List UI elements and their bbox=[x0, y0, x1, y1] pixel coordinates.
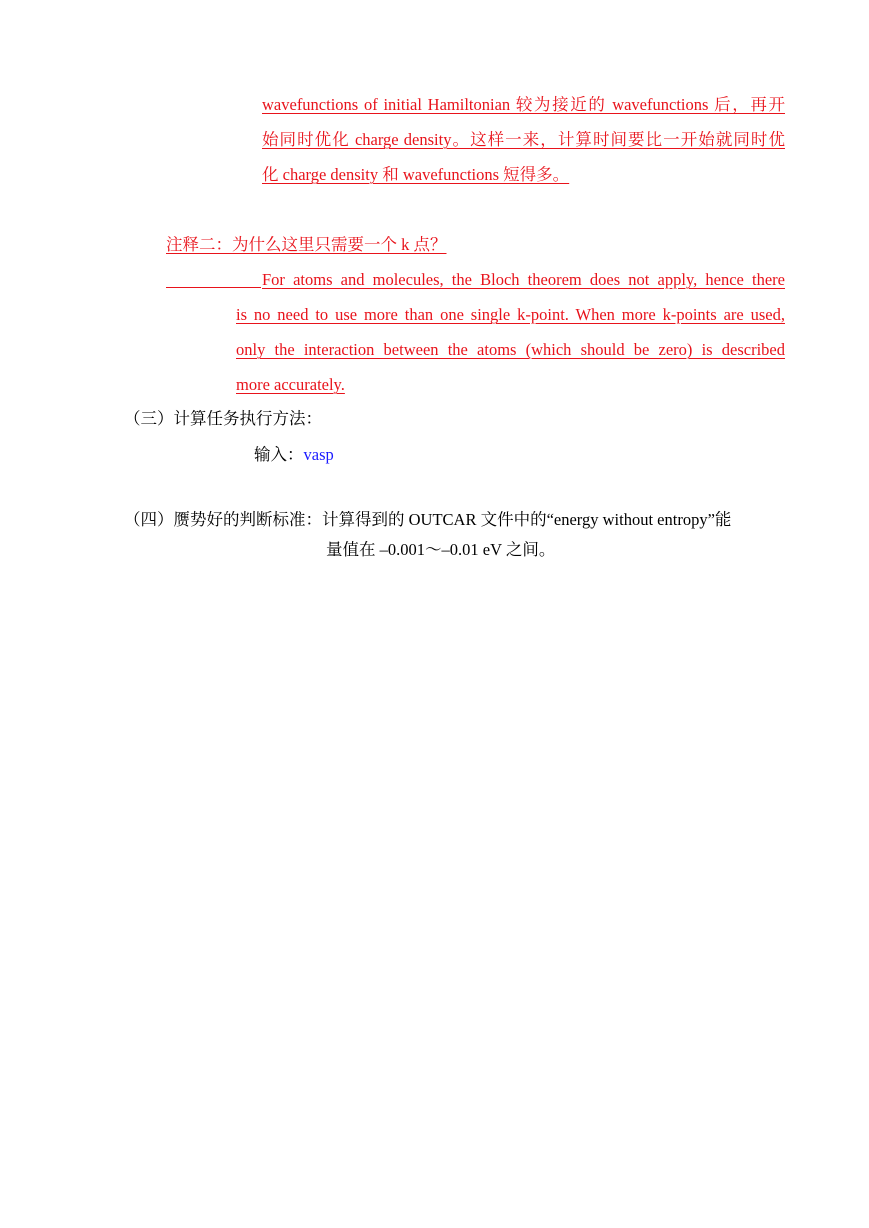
underline-indent bbox=[166, 271, 261, 288]
section3-heading: （三）计算任务执行方法： bbox=[124, 409, 322, 428]
input-line bbox=[254, 444, 334, 466]
note2-line-4: more accurately. bbox=[236, 375, 345, 394]
command-vasp: vasp bbox=[303, 445, 334, 464]
note2-line-2: is no need to use more than one single k-point. When more k-points are used, bbox=[236, 305, 785, 324]
note2-line-3: only the interaction between the atoms (which should be zero) is described bbox=[236, 340, 785, 359]
section4-line-1: （四）赝势好的判断标准：计算得到的 OUTCAR 文件中的“energy without entropy”能 bbox=[124, 510, 732, 529]
annotation-line-2: 始同时优化 charge density。这样一来，计算时间要比一开始就同时优 bbox=[262, 130, 785, 149]
annotation-line-3: 化 charge density 和 wavefunctions 短得多。 bbox=[262, 165, 570, 184]
input-label: 输入： bbox=[254, 445, 304, 464]
note2-heading: 注释二：为什么这里只需要一个 k 点？ bbox=[166, 235, 447, 254]
section4-line-2: 量值在 –0.001～–0.01 eV 之间。 bbox=[326, 540, 556, 559]
annotation-line-1: wavefunctions of initial Hamiltonian 较为接近的 wavefunctions 后，再开 bbox=[262, 95, 785, 114]
note2-line-1: For atoms and molecules, the Bloch theorem does not apply, hence there bbox=[262, 270, 785, 289]
